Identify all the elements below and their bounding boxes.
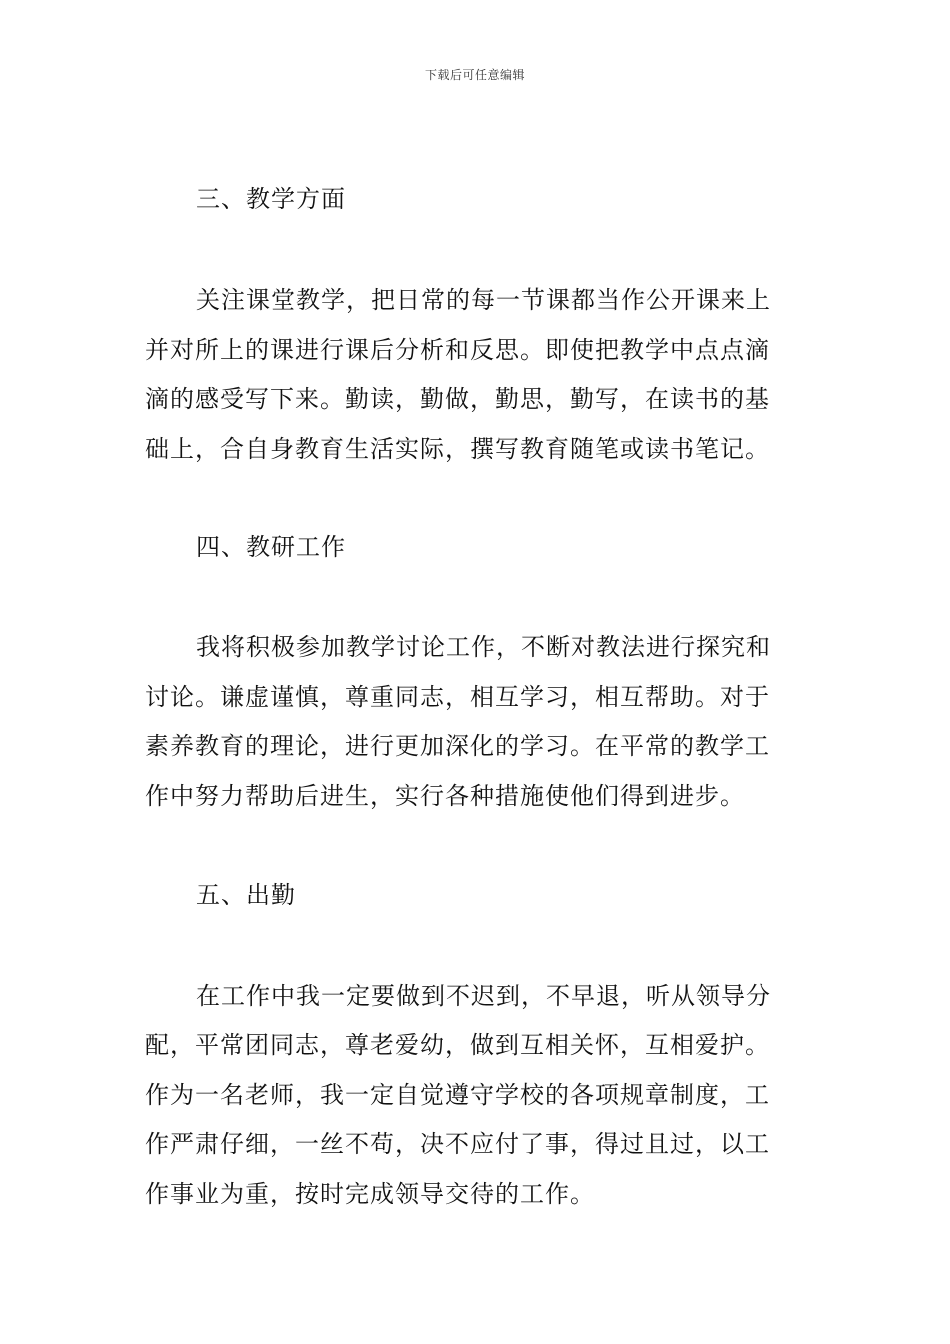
paragraph-line: 作中努力帮助后进生，实行各种措施使他们得到进步。 [145,782,745,810]
page-header-note: 下载后可任意编辑 [424,68,525,82]
paragraph-line: 讨论。谦虚谨慎，尊重同志，相互学习，相互帮助。对于 [145,683,770,711]
paragraph-line: 素养教育的理论，进行更加深化的学习。在平常的教学工 [145,732,770,760]
paragraph-line: 作为一名老师，我一定自觉遵守学校的各项规章制度，工 [145,1081,770,1109]
section-heading-research: 四、教研工作 [196,533,346,561]
paragraph-line: 我将积极参加教学讨论工作，不断对教法进行探究和 [196,633,771,661]
paragraph-line: 础上，合自身教育生活实际，撰写教育随笔或读书笔记。 [145,435,770,463]
paragraph-line: 作事业为重，按时完成领导交待的工作。 [145,1180,595,1208]
section-heading-teaching: 三、教学方面 [196,185,346,213]
section-heading-attendance: 五、出勤 [196,881,296,909]
paragraph-line: 关注课堂教学，把日常的每一节课都当作公开课来上 [196,286,771,314]
paragraph-line: 作严肃仔细，一丝不苟，决不应付了事，得过且过，以工 [145,1130,770,1158]
paragraph-line: 在工作中我一定要做到不迟到，不早退，听从领导分 [196,982,771,1010]
paragraph-line: 滴的感受写下来。勤读，勤做，勤思，勤写，在读书的基 [145,385,770,413]
paragraph-line: 配，平常团同志，尊老爱幼，做到互相关怀，互相爱护。 [145,1031,770,1059]
paragraph-line: 并对所上的课进行课后分析和反思。即使把教学中点点滴 [145,336,770,364]
